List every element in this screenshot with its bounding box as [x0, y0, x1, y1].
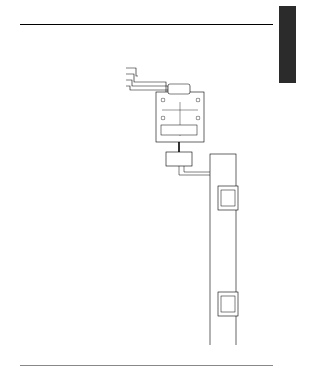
header-rule: [20, 24, 273, 25]
jack-co12: [218, 292, 238, 316]
side-tab: [279, 6, 296, 83]
wiring-diagram: [18, 40, 278, 345]
co-cable-4: [126, 86, 170, 92]
co-cable: [126, 68, 138, 76]
cord-plug: [166, 152, 192, 166]
telco-modular-block: [156, 84, 204, 142]
footer-rule: [20, 365, 273, 366]
pcou-board: [210, 154, 236, 345]
jack-co34: [218, 186, 238, 210]
